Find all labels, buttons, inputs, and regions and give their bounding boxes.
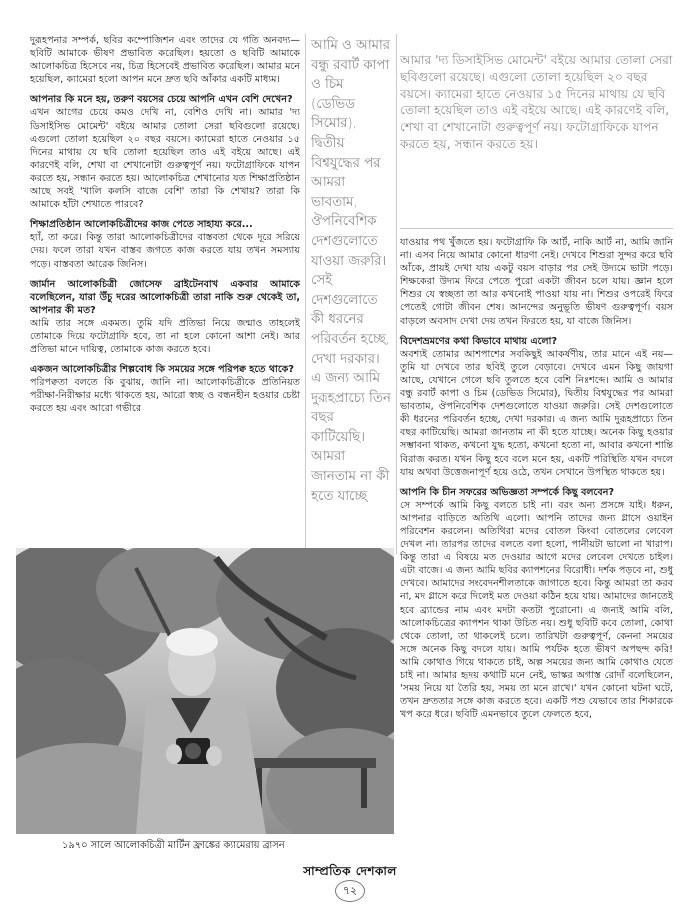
column-divider — [396, 34, 397, 554]
interview-question: আপনি কি চীন সফরের অভিজ্ঞতা সম্পর্কে কিছু বলবেন? — [400, 486, 615, 498]
column-divider — [305, 34, 306, 554]
interview-question: বিদেশভ্রমণের কথা কিভাবে মাথায় এলো? — [400, 335, 558, 347]
right-pull-quote — [400, 52, 673, 153]
interview-question: জার্মান আলোকচিত্রী জোসেফ ব্রাইটেনবাখ একবার আমাকে বলেছিলেন, যারা উঁচু দরের আলোকচিত্রী তারা নাকি শুরু থেকেই তা, আপনার কী মত? — [30, 278, 300, 316]
interview-answer: অবশ্যই তোমার আশপাশের সবকিছুই আকর্ষণীয়, তার মানে এই নয়—তুমি যা দেখবে তার ছবিই তুলে বেড়াবে। দেখবে এমন কিছু জায়গা আছে, যেখানে গেলে ছবি তুলতে হবে বেশি নিঃশব্দে। আমি ও আমার বন্ধু রবার্ট কাপা ও চিম (ডেভিড সিমোর), দ্বিতীয় বিশ্বযুদ্ধের পর আমরা ভাবতাম, ঔপনিবেশিক দেশগুলোতে যাওয়া জরুরি। সেই দেশগুলোতে কী ধরনের পরিবর্তন হচ্ছে, দেখা দরকার। এ জন্য আমি দুরূহপ্রাচ্যে তিন বছর কাটিয়েছি। আমরা জানতাম না কী হতে যাচ্ছে। অনেক কিছু হওয়ার সম্ভাবনা থাকত, কখনো যুদ্ধ হতো, কখনো হতো না, আবার কখনো শান্তি বিরাজ করত। যখন কিছু হবে বলে মনে হয়, একটি পরিস্থিতি যখন বদলে যায় অথবা উত্তেজনাপূর্ণ হয়ে ওঠে, তখন সেখানে উপস্থিত থাকতে হয়। — [400, 348, 673, 478]
quote-divider — [400, 228, 673, 229]
paragraph: যাওয়ার পথ খুঁজতে হয়। ফটোগ্রাফি কি আর্ট, নাকি আর্ট না, আমি জানি না। এসব নিয়ে আমার কোনো ধারণা নেই। দেখবে শিশুরা সুন্দর করে ছবি আঁকে, প্রায়ই দেখা যায় একটু বয়স বাড়ার পর সেই উদ্যমে ভাটা পড়ে। শিক্ষকেরা উদ্যম ফিরে পেতে পুরো একটা জীবন চলে যায়। জ্ঞান হলে শিশুর যে স্বচ্ছতা তা আর কখনোই পাওয়া যায় না। শিশুর ওপরেই ফিরে পেতেই গোটা জীবন শেষ। আনন্দের অনুভূতি ভীষণ গুরুত্বপূর্ণ। বয়স বাড়লে অবসাদ দেখা দেয় তখন ফিরতে হয়, যা বাজে জিনিস। — [400, 237, 673, 327]
interview-question: একজন আলোকচিত্রীর শিল্পবোধ কি সময়ের সঙ্গে পরিপক্ব হতে থাকে? — [30, 364, 294, 376]
interview-question: শিক্ষাপ্রতিষ্ঠান আলোকচিত্রীদের কাজ পেতে সাহায্য করে... — [30, 219, 253, 231]
interview-answer: আমি তার সঙ্গে একমত। তুমি যদি প্রতিভা নিয়ে জন্মাও তাহলেই তোমাকে দিয়ে ফটোগ্রাফি হবে, তা না হলে কোনো আশা নেই। আর প্রতিভা মানে দায়িত্ব, তোমাকে কাজ করতে হবে। — [30, 317, 300, 356]
left-article-column — [30, 34, 300, 416]
pull-quote-text: আমার 'দ্য ডিসাইসিভ মোমেন্ট' বইয়ে আমার তোলা সেরা ছবিগুলো রয়েছে। এগুলো তোলা হয়েছিল ২০ বছর বয়সে। ক্যামেরা হাতে নেওয়ার ১৫ দিনের মাথায় যে ছবি তোলা হয়েছিল তাও এই বইয়ে আছে। এই কারণেই বলি, শেখা বা শেখানোটা গুরুত্বপূর্ণ নয়। ফটোগ্রাফিকে যাপন করতে হয়, সন্ধান করতে হয়। — [400, 53, 673, 151]
photo-caption: ১৯৭০ সালে আলোকচিত্রী মার্টিন ফ্রাঙ্কের ক্যামেরায় ব্রাসন — [62, 840, 285, 851]
photo-illustration — [16, 548, 394, 834]
interview-answer: এখন আগের চেয়ে কমও দেখি না, বেশিও দেখি না। আমার 'দ্য ডিসাইসিভ মোমেন্ট' বইয়ে আমার তোলা সেরা ছবিগুলো রয়েছে। এগুলো তোলা হয়েছিল ২০ বছর বয়সে। ক্যামেরা হাতে নেওয়ার ১৫ দিনের মাথায় যে ছবি তোলা হয়েছিল তাও এই বইয়ে আছে। এই কারণেই বলি, শেখা বা শেখানোটা গুরুত্বপূর্ণ নয়। ফটোগ্রাফিকে যাপন করতে হয়, সন্ধান করতে হয়। আলোকচিত্র শেখানোর যত শিক্ষাপ্রতিষ্ঠান আছে সবই 'খালি কলসি বাজে বেশি' তারা কি শেখায়? তারা কি আমাকে হাঁটা শেখাতে পারবে? — [30, 107, 300, 211]
interview-answer: হ্যাঁ, তা করে। কিন্তু তারা আলোকচিত্রীদের বাস্তবতা থেকে দূরে সরিয়ে দেয়। ফলে তারা যখন বাস্তব জগতে কাজ করতে যায় তখন সমস্যায় পড়ে। বাস্তবতা আরেক জিনিস। — [30, 232, 300, 270]
interview-question: আপনার কি মনে হয়, তরুণ বয়সের চেয়ে আপনি এখন বেশি দেখেন? — [30, 94, 293, 106]
pull-quote-text: আমি ও আমার বন্ধু রবার্ট কাপা ও চিম (ডেভিড সিমোর), দ্বিতীয় বিশ্বযুদ্ধের পর আমরা ভাবতাম, ঔপনিবেশিক দেশগুলোতে যাওয়া জরুরি। সেই দেশগুলোতে কী ধরনের পরিবর্তন হচ্ছে, দেখা দরকার। এ জন্য আমি দুরূহপ্রাচ্যে তিন বছর কাটিয়েছি। আমরা জানতাম না কী হতে যাচ্ছে — [311, 38, 391, 504]
paragraph: দুরূহপনার সম্পর্ক, ছবির কম্পোজিশন এবং তাদের যে গতি অনবদ্য—ছবিটি আমাকে ভীষণ প্রভাবিত করেছিল। হয়তো ও ছবিটি আমাকে আলোকচিত্র হিসেবে নয়, চিত্র হিসেবেই প্রভাবিত করেছিল। আমার মনে হয়েছিল, ক্যামেরা হলো আপন মনে দ্রুত ছবি আঁকার একটি মাধ্যম। — [30, 35, 300, 86]
magazine-name: সাম্প্রতিক দেশকাল — [303, 864, 397, 878]
interview-answer: সে সম্পর্কে আমি কিছু বলতে চাই না। বরং অন্য প্রসঙ্গে যাই। ধরুন, আপনার বাড়িতে অতিথি এলো। আপনি তাদের জন্য গ্লাসে ওয়াইন পরিবেশন করলেন। অতিথিরা মদের বোতল কিংবা বোতলের লেবেল দেখল না। তারপর তাদের বলতে বলা হলো, পানীয়টা ভালো না খারাপ। কিন্তু তারা এ বিষয়ে মত দেওয়ার আগে মদের লেবেল দেখতে চাইল। এটা বাজে। এ জন্য আমি ছবির ক্যাপশনের বিরোধী। দর্শক পড়বে না, শুধু দেখবে। আমাদের সংবেদনশীলতাকে জাগাতে হবে। কিন্তু আমরা তা করব না, মদ গ্লাসে করে দিলেই মত দেওয়া কঠিন হয়ে যায়। আমাদের জানতেই হবে ব্র্যান্ডের নাম এবং মদটা কতটা পুরোনো। এ জন্যই আমি বলি, আলোকচিত্রের ক্যাপশন থাকা উচিত নয়। শুধু ছবিটি কবে তোলা, কোথা থেকে তোলা, তা থাকলেই চলে। তারিখটা গুরুত্বপূর্ণ, কেননা সময়ের সঙ্গে অনেক কিছু বদলে যায়। আমি পর্যটক হতে ভীষণ অপছন্দ করি! আমি কোথাও গিয়ে থাকতে চাই, অল্প সময়ের জন্য আমি কোথাও যেতে চাই না। আমার হৃদয় কথাটি মনে নেই, ভাস্কর অগাস্ত রোদাঁ বলেছিলেন, 'সময় নিয়ে যা তৈরি হয়, সময় তা মনে রাখে।' যখন কোনো ঘটনা ঘটে, তখন দ্রুততার সঙ্গে কাজ করতে হবে। একটি পশু যেভাবে তার শিকারকে খপ করে ধরে। ছবিটি এমনভাবে তুলে ফেলতে হবে, — [400, 499, 673, 721]
middle-pull-quote — [311, 36, 391, 506]
portrait-photo — [16, 548, 394, 834]
interview-answer: পরিপক্বতা বলতে কি বুঝায়, জানি না। আলোকচিত্রীকে প্রতিনিয়ত পরীক্ষা-নিরীক্ষার মধ্যে থাকতে হয়, আরো স্বচ্ছ ও বন্ধনহীন হওয়ার চেষ্টা করতে হয় এবং আরো গভীরে — [30, 377, 300, 415]
page-number: ৭২ — [342, 884, 358, 897]
right-article-column — [400, 236, 673, 721]
